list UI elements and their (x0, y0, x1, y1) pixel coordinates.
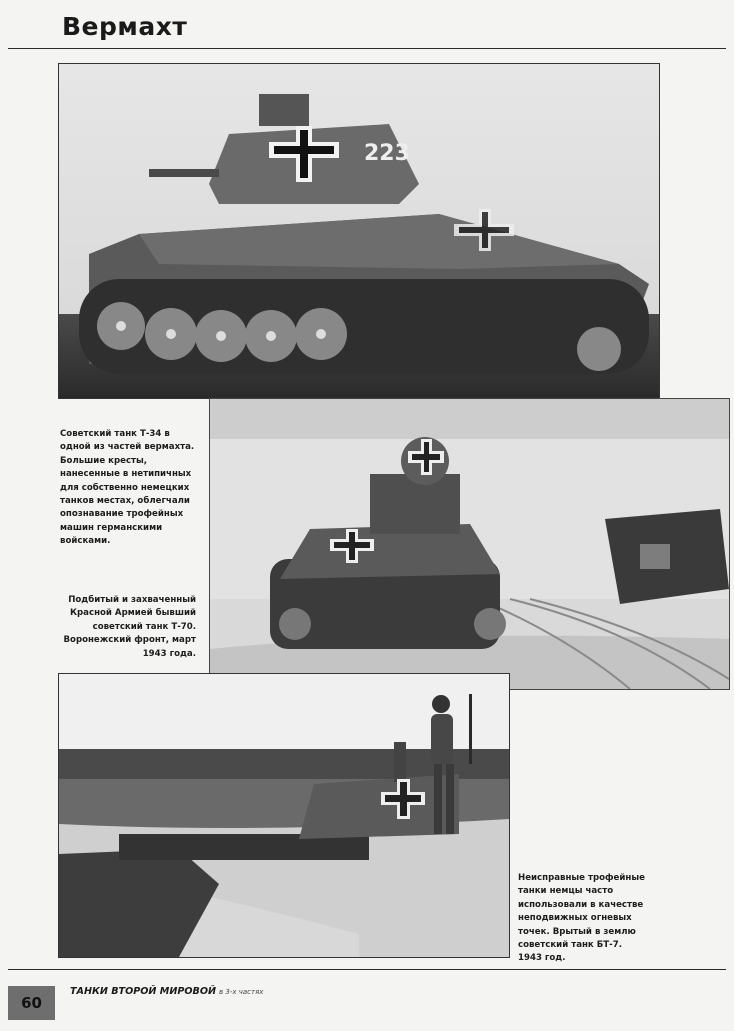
page-number: 60 (8, 986, 55, 1020)
footer-title-main: ТАНКИ ВТОРОЙ МИРОВОЙ (70, 986, 217, 997)
section-title: Вермахт (62, 12, 188, 41)
photo-t34-wehrmacht (58, 63, 660, 399)
caption-bt7: Неисправные трофейные танки немцы часто использовали в качестве неподвижных огневых точек. Врытый в землю советский танк БТ-7. 1943 год. (518, 873, 645, 964)
bt7-illustration (59, 674, 509, 957)
photo-t70-captured (209, 398, 730, 690)
footer-title-sub: в 3-х частях (219, 988, 264, 996)
header-divider (8, 48, 726, 49)
caption-t70: Подбитый и захваченный Красной Армией бывший советский танк Т-70. Воронежский фронт, март 1943 года. (63, 595, 196, 659)
photo-bt7-dug-in (58, 673, 510, 958)
footer-divider (8, 969, 726, 970)
turret-number: 223 (364, 141, 410, 166)
t34-illustration (59, 64, 659, 398)
t70-illustration (210, 399, 729, 689)
footer-title (70, 986, 263, 997)
caption-t34: Советский танк Т-34 в одной из частей вермахта. Большие кресты, нанесенные в нетипичных для собственно немецких танков местах, облегчали опознавание трофейных машин германскими войсками. (60, 429, 195, 547)
